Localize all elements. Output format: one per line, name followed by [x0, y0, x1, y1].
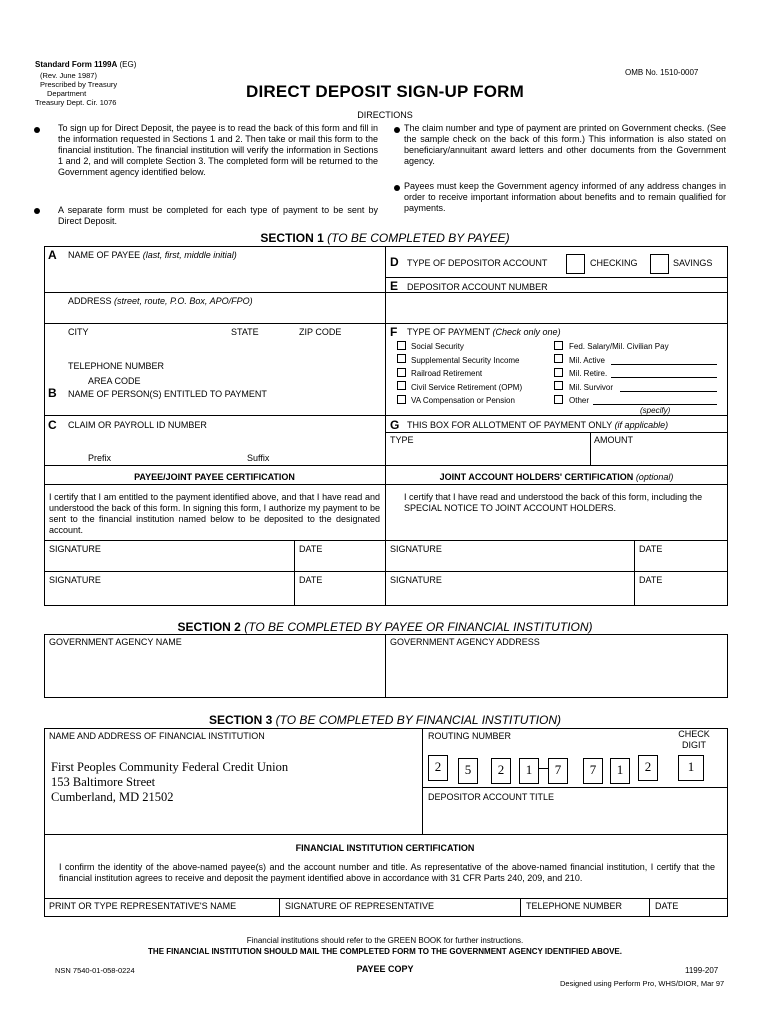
fi-city: Cumberland, MD 21502	[51, 790, 174, 804]
allotment-amount-label: AMOUNT	[594, 435, 633, 445]
claim-number-field[interactable]	[68, 432, 378, 448]
joint-cert-title: JOINT ACCOUNT HOLDERS' CERTIFICATION (optional)	[439, 472, 674, 482]
account-number-label: DEPOSITOR ACCOUNT NUMBER	[407, 282, 548, 292]
routing-digit: 2	[491, 758, 511, 784]
bullet-icon	[34, 208, 40, 214]
fi-cert-title: FINANCIAL INSTITUTION CERTIFICATION	[295, 843, 475, 853]
savings-checkbox[interactable]	[650, 254, 669, 274]
payment-type-label: TYPE OF PAYMENT (Check only one)	[407, 327, 561, 337]
savings-label: SAVINGS	[673, 258, 713, 268]
payment-checkbox[interactable]	[397, 341, 406, 350]
divider	[44, 484, 728, 485]
routing-digit: 7	[583, 758, 603, 784]
signature-label: SIGNATURE	[49, 544, 101, 554]
check-digit: 1	[678, 755, 704, 781]
routing-digit: 1	[610, 758, 630, 784]
signature-label: SIGNATURE	[390, 544, 442, 554]
payment-checkbox[interactable]	[554, 395, 563, 404]
divider	[634, 540, 635, 606]
bullet-icon	[34, 127, 40, 133]
field-letter-c: C	[48, 418, 57, 432]
directions-heading: DIRECTIONS	[357, 110, 413, 120]
copy-label: PAYEE COPY	[356, 964, 414, 974]
routing-digit: 2	[428, 755, 448, 781]
divider	[44, 292, 728, 293]
divider	[422, 787, 728, 788]
payment-checkbox[interactable]	[397, 354, 406, 363]
divider	[44, 465, 728, 466]
bullet-icon	[394, 127, 400, 133]
joint-cert-text: I certify that I have read and understood the back of this form, including the SPECIAL NOTICE TO JOINT ACCOUNT HOLDERS.	[404, 492, 703, 513]
field-letter-g: G	[390, 418, 400, 432]
entitled-persons-field[interactable]	[68, 400, 378, 414]
field-letter-b: B	[48, 386, 57, 400]
agency-name-field[interactable]	[49, 650, 379, 694]
account-type-label: TYPE OF DEPOSITOR ACCOUNT	[407, 258, 548, 268]
divider	[279, 898, 280, 917]
date-label: DATE	[299, 575, 323, 585]
signature-label: SIGNATURE	[390, 575, 442, 585]
payment-checkbox[interactable]	[554, 341, 563, 350]
payment-option-label: Mil. Active	[569, 356, 606, 365]
prescribed-dept: Department	[47, 89, 87, 98]
agency-address-label: GOVERNMENT AGENCY ADDRESS	[390, 637, 540, 647]
fi-street: 153 Baltimore Street	[51, 775, 156, 789]
treasury-circular: Treasury Dept. Cir. 1076	[35, 98, 117, 107]
payment-checkbox[interactable]	[554, 354, 563, 363]
fi-address-block[interactable]	[51, 760, 288, 805]
divider	[649, 898, 650, 917]
allotment-type-field[interactable]	[390, 447, 585, 463]
payment-option-label: Mil. Survivor	[569, 383, 614, 392]
divider	[385, 246, 386, 606]
divider	[294, 540, 295, 606]
payment-option-label: Railroad Retirement	[411, 369, 483, 378]
fi-cert-text: I confirm the identity of the above-named payee(s) and the account number and title. As representative of the above-named financial institution, I certify that the financial institution agrees to receive and deposit the payment identified above in accordance with 31 CFR Parts 240, 209, and 210.	[59, 862, 715, 883]
divider	[385, 277, 728, 278]
account-title-label: DEPOSITOR ACCOUNT TITLE	[428, 792, 555, 802]
specify-label: (specify)	[640, 406, 671, 415]
form-name: Standard Form 1199A (EG)	[35, 60, 137, 69]
page-title: DIRECT DEPOSIT SIGN-UP FORM	[245, 82, 525, 101]
joint-signature-field[interactable]	[390, 556, 630, 570]
payment-checkbox[interactable]	[397, 395, 406, 404]
payee-name-field[interactable]	[68, 262, 380, 290]
direction-item: To sign up for Direct Deposit, the payee is to read the back of this form and fill in the information requested in Sections 1 and 2. Then take or mail this form to the financial institution. The financial institution will verify the information in Sections 1 and 2, and will complete Section 3. The completed form will be returned to the Government agency identified below.	[58, 123, 378, 177]
allotment-type-label: TYPE	[390, 435, 414, 445]
payee-cert-text: I certify that I am entitled to the payment identified above, and that I have read and understood the back of this form. In signing this form, I authorize my payment to be sent to the financial institution named below to be deposited to the designated account.	[49, 492, 380, 535]
divider	[44, 571, 728, 572]
payment-option-label: Social Security	[411, 342, 464, 351]
city-label: CITY	[68, 327, 89, 337]
field-letter-d: D	[390, 255, 399, 269]
mailing-instruction: THE FINANCIAL INSTITUTION SHOULD MAIL THE COMPLETED FORM TO THE GOVERNMENT AGENCY IDENTIFIED ABOVE.	[148, 947, 622, 956]
allotment-amount-field[interactable]	[594, 447, 724, 463]
telephone-label: TELEPHONE NUMBER	[68, 361, 165, 371]
divider	[590, 432, 591, 465]
underline	[611, 364, 717, 365]
payment-option-label: Mil. Retire.	[569, 369, 608, 378]
routing-digit: 1	[519, 758, 539, 784]
payment-option-label: Fed. Salary/Mil. Civilian Pay	[569, 342, 669, 351]
check-digit-label: CHECK DIGIT	[678, 729, 710, 750]
payment-checkbox[interactable]	[397, 381, 406, 390]
allotment-label: THIS BOX FOR ALLOTMENT OF PAYMENT ONLY (if applicable)	[407, 420, 669, 430]
agency-name-label: GOVERNMENT AGENCY NAME	[49, 637, 182, 647]
payment-option-label: Civil Service Retirement (OPM)	[411, 383, 523, 392]
divider	[422, 728, 423, 834]
zip-label: ZIP CODE	[299, 327, 342, 337]
prefix-label: Prefix	[88, 453, 112, 463]
payment-checkbox[interactable]	[554, 368, 563, 377]
prescribed-by: Prescribed by Treasury	[40, 80, 118, 89]
rep-signature-label: SIGNATURE OF REPRESENTATIVE	[285, 901, 435, 911]
payee-name-label: NAME OF PAYEE (last, first, middle initial)	[68, 250, 237, 260]
payee-signature-field[interactable]	[49, 587, 289, 601]
routing-number-label: ROUTING NUMBER	[428, 731, 511, 741]
area-code-label: AREA CODE	[88, 376, 141, 386]
field-letter-f: F	[390, 325, 398, 339]
divider	[385, 634, 386, 698]
dash	[539, 768, 548, 769]
divider	[44, 415, 728, 416]
other-specify-field[interactable]	[593, 404, 717, 405]
payment-option-label: VA Compensation or Pension	[411, 396, 515, 405]
direction-item: A separate form must be completed for each type of payment to be sent by Direct Deposit.	[58, 205, 378, 226]
entitled-persons-label: NAME OF PERSON(S) ENTITLED TO PAYMENT	[68, 389, 267, 399]
omb-number: OMB No. 1510-0007	[625, 68, 699, 77]
section3-heading: SECTION 3 (TO BE COMPLETED BY FINANCIAL INSTITUTION)	[208, 713, 562, 727]
state-label: STATE	[231, 327, 259, 337]
address-field[interactable]	[68, 308, 378, 322]
date-label: DATE	[655, 901, 679, 911]
signature-label: SIGNATURE	[49, 575, 101, 585]
date-label: DATE	[299, 544, 323, 554]
date-label: DATE	[639, 575, 663, 585]
payment-option-label: Other	[569, 396, 590, 405]
telephone-field[interactable]	[160, 372, 378, 386]
claim-number-label: CLAIM OR PAYROLL ID NUMBER	[68, 420, 207, 430]
agency-address-field[interactable]	[390, 650, 722, 694]
bullet-icon	[394, 185, 400, 191]
routing-digit: 7	[548, 758, 568, 784]
fi-name-address-label: NAME AND ADDRESS OF FINANCIAL INSTITUTION	[49, 731, 265, 741]
field-letter-e: E	[390, 279, 399, 293]
divider	[520, 898, 521, 917]
checking-label: CHECKING	[590, 258, 638, 268]
designed-by: Designed using Perform Pro, WHS/DIOR, Mar 97	[560, 979, 725, 988]
divider	[44, 540, 728, 541]
suffix-label: Suffix	[247, 453, 270, 463]
section2-heading: SECTION 2 (TO BE COMPLETED BY PAYEE OR FINANCIAL INSTITUTION)	[177, 620, 593, 634]
divider	[44, 898, 728, 899]
city-state-zip-field[interactable]	[68, 339, 378, 353]
payment-checkbox[interactable]	[397, 368, 406, 377]
form-number: 1199-207	[685, 966, 719, 975]
section1-heading: SECTION 1 (TO BE COMPLETED BY PAYEE)	[260, 231, 510, 245]
checking-checkbox[interactable]	[566, 254, 585, 274]
telephone-label: TELEPHONE NUMBER	[526, 901, 623, 911]
routing-digit: 2	[638, 755, 658, 781]
direction-item: Payees must keep the Government agency informed of any address changes in order to receive important information about benefits and to remain qualified for payments.	[404, 181, 726, 213]
routing-digit: 5	[458, 758, 478, 784]
address-label: ADDRESS (street, route, P.O. Box, APO/FPO)	[68, 296, 253, 306]
underline	[620, 391, 717, 392]
payment-checkbox[interactable]	[554, 381, 563, 390]
divider	[385, 323, 728, 324]
date-label: DATE	[639, 544, 663, 554]
joint-signature-field[interactable]	[390, 587, 630, 601]
form-revision: (Rev. June 1987)	[40, 71, 97, 80]
divider	[44, 834, 728, 835]
green-book-note: Financial institutions should refer to the GREEN BOOK for further instructions.	[246, 936, 524, 945]
divider	[385, 432, 728, 433]
direction-item: The claim number and type of payment are printed on Government checks. (See the sample check on the back of this form.) This information is also stated on beneficiary/annuitant award letters and other documents from the Government agency.	[404, 123, 726, 166]
field-letter-a: A	[48, 248, 57, 262]
payee-signature-field[interactable]	[49, 556, 289, 570]
account-title-field[interactable]	[428, 805, 722, 831]
fi-name: First Peoples Community Federal Credit Union	[51, 760, 289, 774]
payment-option-label: Supplemental Security Income	[411, 356, 520, 365]
nsn-number: NSN 7540-01-058-0224	[55, 966, 135, 975]
divider	[44, 323, 385, 324]
underline	[611, 377, 717, 378]
rep-name-label: PRINT OR TYPE REPRESENTATIVE'S NAME	[49, 901, 237, 911]
payee-cert-title: PAYEE/JOINT PAYEE CERTIFICATION	[134, 472, 295, 482]
